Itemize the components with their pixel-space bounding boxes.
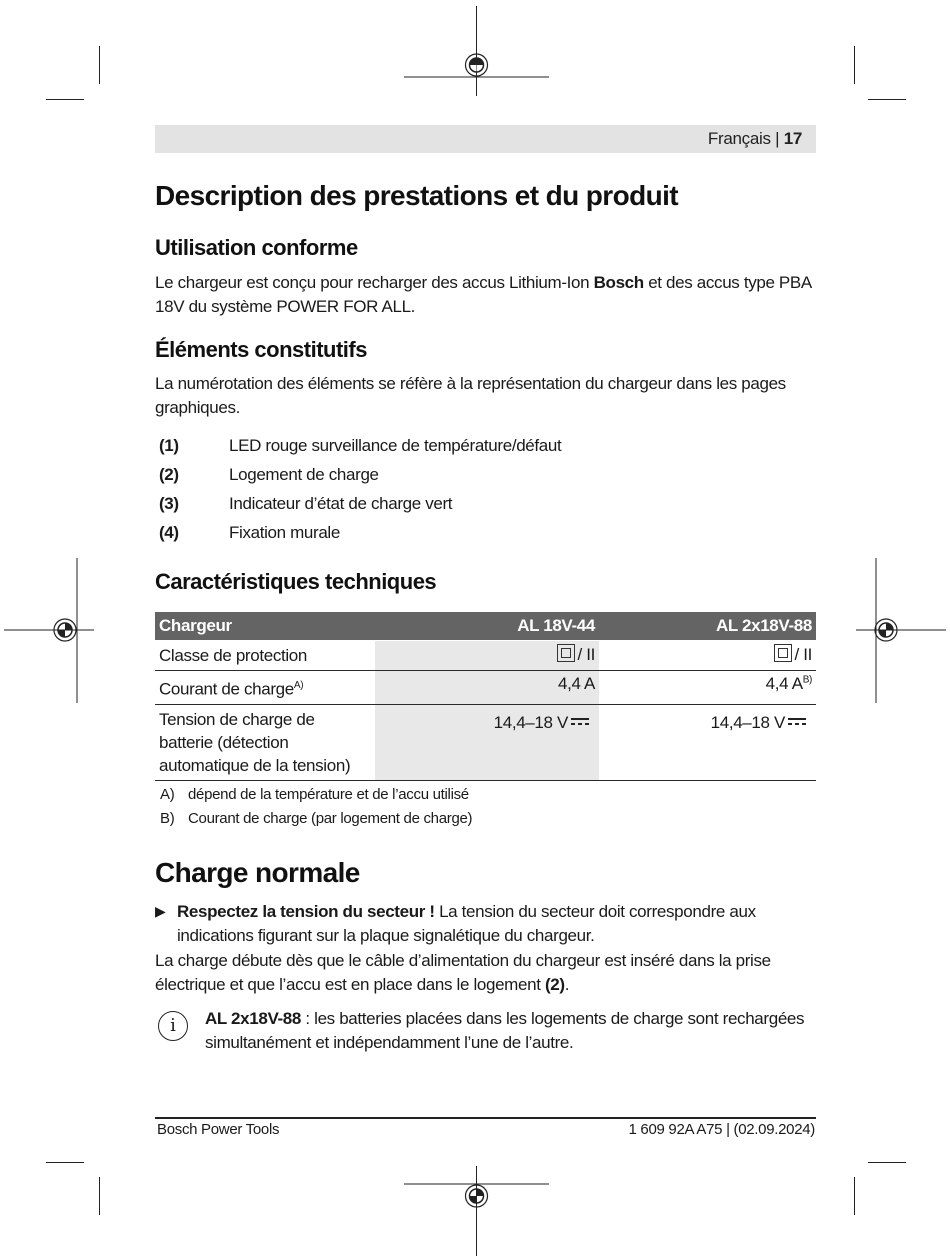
table-cell [375,704,599,780]
item-label: Indicateur d’état de charge vert [229,494,453,513]
footnote [160,810,472,827]
note-text: : les batteries placées dans les logements de charge sont rechargées simultanément et indépendamment l’une de l’autre. [205,1009,805,1052]
crop-mark [854,46,855,84]
note-model: AL 2x18V-88 [205,1009,302,1028]
footnote-ref: B) [802,674,812,686]
warning-body: La tension du secteur doit correspondre aux indications figurant sur la plaque signalétique du chargeur. [177,902,756,945]
specs-table [155,612,816,781]
crop-mark [46,99,84,100]
row-label: Classe de protection [155,641,375,671]
table-cell [599,671,816,705]
charge-paragraph [155,949,816,996]
triangle-bullet-icon: ▶ [155,903,166,919]
column-header: Chargeur [155,612,375,641]
table-row [155,641,816,671]
cell-value: 14,4–18 V [493,712,568,732]
cell-value: / II [577,645,595,664]
table-cell: 4,4 A [375,671,599,705]
charge-text: La charge débute dès que le câble d’alimentation du chargeur est inséré dans la prise électrique et que l’accu est en place dans le logement [155,951,771,994]
registration-mark-icon [856,558,946,703]
item-label: Logement de charge [229,465,379,484]
section-title: Description des prestations et du produit [155,180,679,211]
cell-value: / II [794,645,812,664]
footer-brand: Bosch Power Tools [157,1121,280,1138]
page-number: 17 [783,129,802,148]
header-label [708,129,802,149]
usage-heading: Utilisation conforme [155,235,358,260]
item-number: (2) [159,465,179,484]
components-heading: Éléments constitutifs [155,337,367,362]
column-header: AL 2x18V-88 [599,612,816,641]
section-title: Charge normale [155,857,360,888]
warning-bold: Respectez la tension du secteur ! [177,902,435,921]
protection-class-icon [774,644,792,662]
usage-text: et des accus type PBA 18V du système POWER FOR ALL. [155,273,811,316]
footer-divider [155,1117,816,1119]
column-header: AL 18V-44 [375,612,599,641]
item-number: (4) [159,523,179,542]
registration-mark-icon [4,558,94,703]
direct-current-icon [571,718,589,726]
warning-block [155,900,816,947]
footnote-key: B) [160,810,175,827]
table-cell [375,641,599,671]
row-label [155,671,375,705]
direct-current-icon [788,718,806,726]
footnote [160,786,469,803]
note-paragraph [205,1007,817,1054]
crop-mark [99,46,100,84]
table-row [155,704,816,780]
warning-text [155,900,816,947]
footnote-text: dépend de la température et de l’accu utilisé [188,786,469,803]
page-header [155,125,816,153]
usage-paragraph [155,271,816,318]
protection-class-icon [557,644,575,662]
footnote-key: A) [160,786,175,803]
crop-mark [868,1162,906,1163]
footnote-ref: A) [293,680,304,691]
table-cell [599,641,816,671]
usage-text: Le chargeur est conçu pour recharger des accus Lithium-Ion [155,273,594,292]
brand-name: Bosch [593,273,644,292]
specs-heading: Caractéristiques techniques [155,569,437,594]
info-icon: i [158,1011,188,1041]
item-label: Fixation murale [229,523,340,542]
header-language: Français [707,129,771,148]
cell-value: 14,4–18 V [710,712,785,732]
row-label: Tension de charge de batterie (détection automatique de la tension) [155,704,375,780]
footer-doc-id: 1 609 92A A75 | (02.09.2024) [628,1121,815,1138]
item-label: LED rouge surveillance de température/défaut [229,436,562,455]
element-ref: (2) [544,974,565,994]
cell-value: 4,4 A [765,674,803,693]
components-intro: La numérotation des éléments se réfère à la représentation du chargeur dans les pages graphiques. [155,374,786,417]
crop-mark [854,1177,855,1215]
table-cell [599,704,816,780]
table-header-row [155,612,816,641]
crop-mark [99,1177,100,1215]
crop-mark [46,1162,84,1163]
registration-mark-icon [404,1166,549,1256]
table-row [155,671,816,705]
item-number: (1) [159,436,179,455]
registration-mark-icon [404,6,549,96]
crop-mark [868,99,906,100]
item-number: (3) [159,494,179,513]
footnote-text: Courant de charge (par logement de charge) [188,810,473,827]
charge-text-end: . [564,974,570,994]
header-separator: | [770,129,784,148]
row-label-text: Courant de charge [159,679,294,699]
